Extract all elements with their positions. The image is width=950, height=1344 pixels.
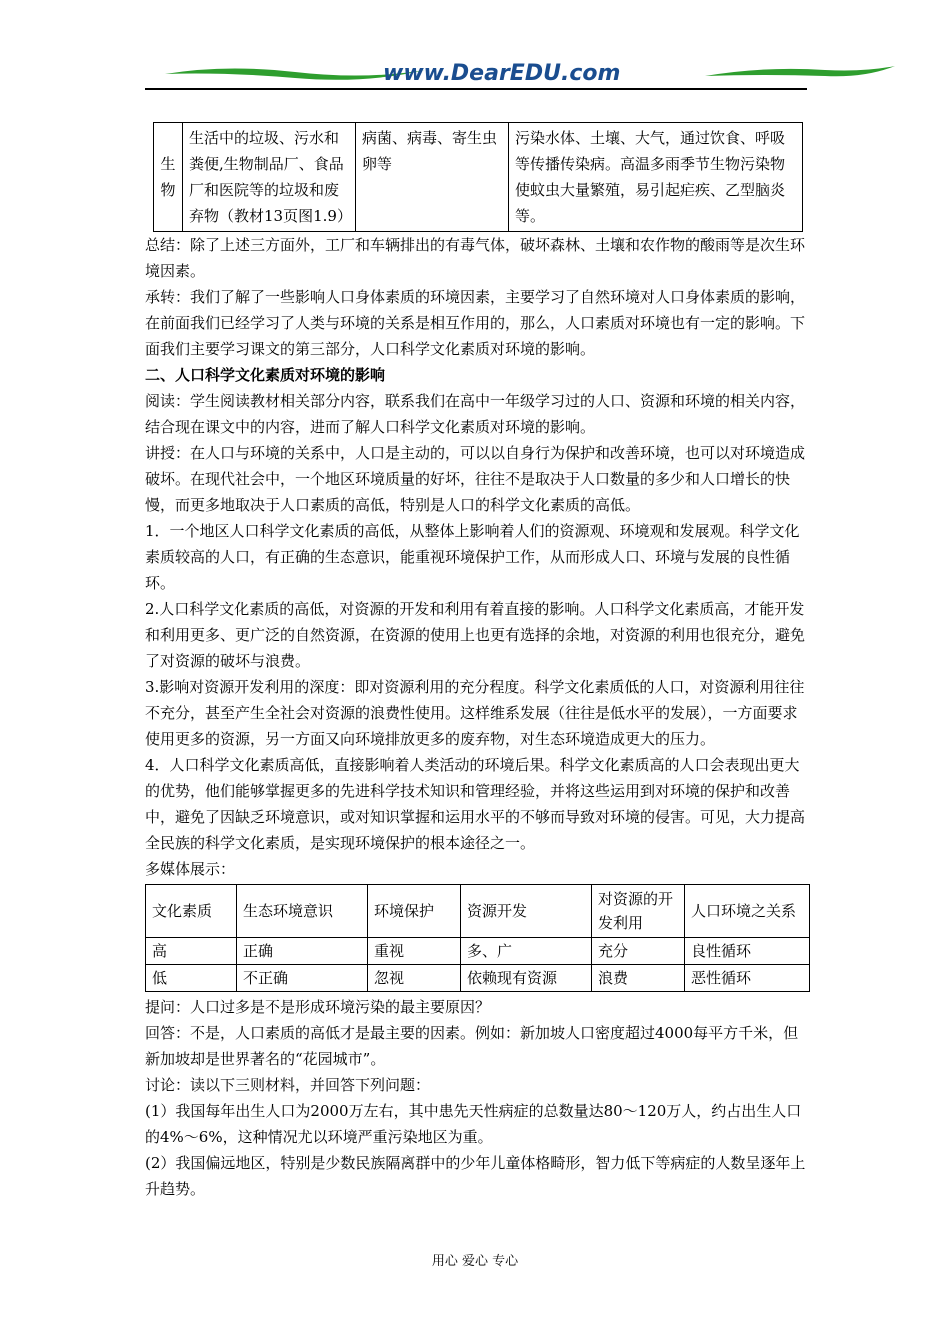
table-header-cell: 对资源的开发利用: [592, 885, 685, 938]
paragraph: 多媒体展示：: [145, 860, 236, 878]
table-cell: 浪费: [592, 965, 685, 992]
table-cell: 良性循环: [685, 938, 810, 965]
table-cell: 多、广: [461, 938, 592, 965]
page-footer: 用心 爱心 专心: [431, 1254, 519, 1269]
table-cell: 充分: [592, 938, 685, 965]
paragraph: 提问：人口过多是不是形成环境污染的最主要原因？: [145, 998, 491, 1016]
document-body: [145, 122, 810, 1202]
table-row: [146, 965, 810, 992]
table-header-row: [146, 885, 810, 938]
table-header-cell: 文化素质: [146, 885, 237, 938]
table-cell: 恶性循环: [685, 965, 810, 992]
table-cell: 生活中的垃圾、污水和粪便,生物制品厂、食品厂和医院等的垃圾和废弃物（教材13页图1.9）: [183, 123, 356, 232]
table-cell: 高: [146, 938, 237, 965]
section-title: 二、人口科学文化素质对环境的影响: [145, 366, 386, 384]
page-header: [145, 60, 807, 92]
table-header-cell: 人口环境之关系: [685, 885, 810, 938]
table-cell: 不正确: [237, 965, 368, 992]
paragraph: 2.人口科学文化素质的高低，对资源的开发和利用有着直接的影响。人口科学文化素质高，才能开发和利用更多、更广泛的自然资源，在资源的使用上也更有选择的余地，对资源的利用也很充分，避免了对资源的破坏与浪费。: [145, 600, 806, 670]
paragraph: 承转：我们了解了一些影响人口身体素质的环境因素，主要学习了自然环境对人口身体素质的影响，在前面我们已经学习了人类与环境的关系是相互作用的，那么，人口素质对环境也有一定的影响。下面我们主要学习课文的第三部分，人口科学文化素质对环境的影响。: [145, 288, 806, 358]
paragraph: 阅读：学生阅读教材相关部分内容，联系我们在高中一年级学习过的人口、资源和环境的相关内容，结合现在课文中的内容，进而了解人口科学文化素质对环境的影响。: [145, 392, 806, 436]
row-label: 生物: [154, 123, 183, 232]
paragraph: 总结：除了上述三方面外，工厂和车辆排出的有毒气体，破坏森林、土壤和农作物的酸雨等是次生环境因素。: [145, 236, 806, 280]
paragraph: 4．人口科学文化素质高低，直接影响着人类活动的环境后果。科学文化素质高的人口会表现出更大的优势，他们能够掌握更多的先进科学技术知识和管理经验，并将这些运用到对环境的保护和改善中，避免了因缺乏环境意识，或对知识掌握和运用水平的不够而导致对环境的侵害。可见，大力提高全民族的科学文化素质，是实现环境保护的根本途径之一。: [145, 756, 806, 852]
paragraph: 讲授：在人口与环境的关系中，人口是主动的，可以以自身行为保护和改善环境，也可以对环境造成破坏。在现代社会中，一个地区环境质量的好坏，往往不是取决于人口数量的多少和人口增长的快慢，而更多地取决于人口素质的高低，特别是人口的科学文化素质的高低。: [145, 444, 806, 514]
table-row: [154, 123, 803, 232]
header-rule: [145, 88, 807, 90]
site-logo-text: www.DearEDU.com: [383, 61, 621, 86]
paragraph: 3.影响对资源开发利用的深度：即对资源利用的充分程度。科学文化素质低的人口，对资源利用往往不充分，甚至产生全社会对资源的浪费性使用。这样维系发展（往往是低水平的发展），一方面要求使用更多的资源，另一方面又向环境排放更多的废弃物，对生态环境造成更大的压力。: [145, 678, 805, 748]
paragraph: (2）我国偏远地区，特别是少数民族隔离群中的少年儿童体格畸形，智力低下等病症的人数呈逐年上升趋势。: [145, 1154, 806, 1198]
table-cell: 重视: [368, 938, 461, 965]
green-swoosh-right-icon: [705, 64, 895, 80]
table-cell: 低: [146, 965, 237, 992]
paragraph: 1．一个地区人口科学文化素质的高低，从整体上影响着人们的资源观、环境观和发展观。科学文化素质较高的人口，有正确的生态意识，能重视环境保护工作，从而形成人口、环境与发展的良性循环。: [145, 522, 800, 592]
pollution-table: [153, 122, 803, 232]
table-cell: 病菌、病毒、寄生虫卵等: [356, 123, 509, 232]
table-header-cell: 资源开发: [461, 885, 592, 938]
table-header-cell: 生态环境意识: [237, 885, 368, 938]
table-cell: 忽视: [368, 965, 461, 992]
comparison-table: [145, 884, 810, 992]
paragraph: (1）我国每年出生人口为2000万左右，其中患先天性病症的总数量达80～120万人，约占出生人口的4%～6%，这种情况尤以环境严重污染地区为重。: [145, 1102, 802, 1146]
table-header-cell: 环境保护: [368, 885, 461, 938]
table-cell: 污染水体、土壤、大气，通过饮食、呼吸等传播传染病。高温多雨季节生物污染物使蚊虫大量繁殖，易引起疟疾、乙型脑炎等。: [509, 123, 803, 232]
table-row: [146, 938, 810, 965]
table-cell: 依赖现有资源: [461, 965, 592, 992]
paragraph: 讨论：读以下三则材料，并回答下列问题：: [145, 1076, 431, 1094]
paragraph: 回答：不是，人口素质的高低才是最主要的因素。例如：新加坡人口密度超过4000每平方千米，但新加坡却是世界著名的“花园城市”。: [145, 1024, 799, 1068]
table-cell: 正确: [237, 938, 368, 965]
